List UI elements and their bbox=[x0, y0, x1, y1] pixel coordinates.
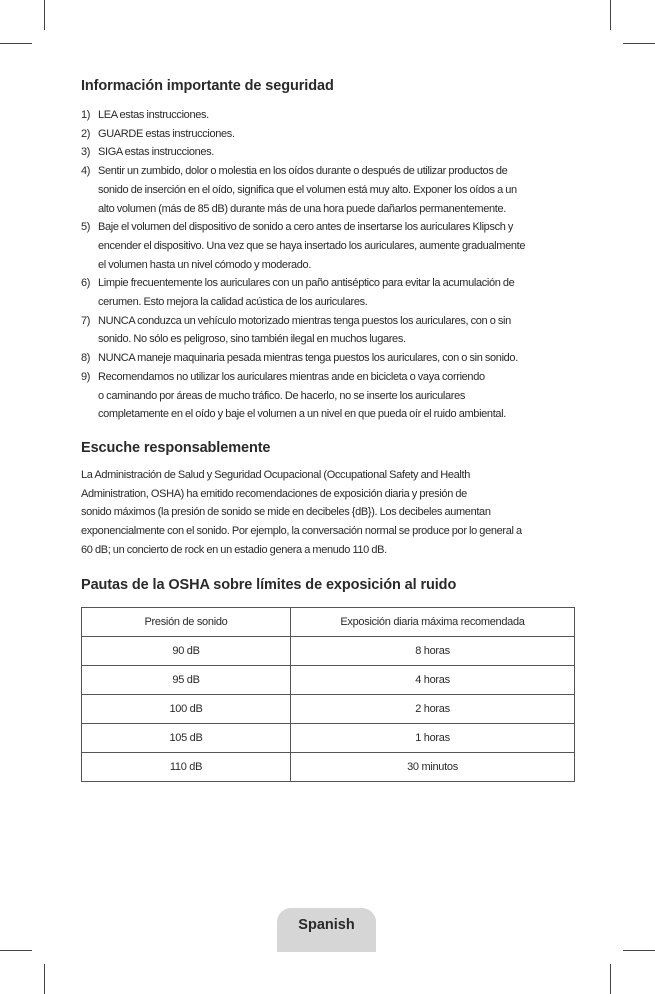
pressure-cell: 95 dB bbox=[82, 666, 291, 695]
exposure-cell: 8 horas bbox=[291, 637, 575, 666]
list-item bbox=[81, 349, 575, 368]
item-number: 9) bbox=[81, 370, 91, 383]
item-line: NUNCA conduzca un vehículo motorizado mientras tenga puestos los auriculares, con o sin bbox=[98, 314, 511, 327]
item-number: 4) bbox=[81, 165, 91, 178]
list-item bbox=[81, 143, 575, 162]
item-line: el volumen hasta un nivel cómodo y moderado. bbox=[98, 258, 312, 271]
listen-title: Escuche responsablemente bbox=[81, 439, 271, 456]
item-line: sonido. No sólo es peligroso, sino también ilegal en muchos lugares. bbox=[98, 333, 406, 346]
table-row bbox=[82, 666, 575, 695]
item-line: NUNCA maneje maquinaria pesada mientras tenga puestos los auriculares, con o sin sonido. bbox=[98, 352, 518, 365]
table-row bbox=[82, 637, 575, 666]
paragraph-line: sonido máximos (la presión de sonido se mide en decibeles {dB}). Los decibeles aumentan bbox=[81, 506, 491, 519]
list-item bbox=[81, 312, 575, 349]
exposure-cell: 2 horas bbox=[291, 695, 575, 724]
item-line: alto volumen (más de 85 dB) durante más de una hora puede dañarlos permanentemente. bbox=[98, 202, 506, 215]
item-line: GUARDE estas instrucciones. bbox=[98, 127, 235, 140]
paragraph-line: exponencialmente con el sonido. Por ejemplo, la conversación normal se produce por lo general a bbox=[81, 525, 522, 538]
paragraph-line: 60 dB; un concierto de rock en un estadio genera a menudo 110 dB. bbox=[81, 543, 387, 556]
crop-mark bbox=[44, 964, 45, 994]
item-number: 3) bbox=[81, 146, 91, 159]
language-tab: Spanish bbox=[277, 908, 376, 952]
crop-mark bbox=[610, 964, 611, 994]
item-line: cerumen. Esto mejora la calidad acústica de los auriculares. bbox=[98, 296, 368, 309]
list-item bbox=[81, 274, 575, 311]
safety-list bbox=[81, 106, 575, 424]
item-line: Sentir un zumbido, dolor o molestia en los oídos durante o después de utilizar productos de bbox=[98, 165, 508, 178]
paragraph-line: Administration, OSHA) ha emitido recomendaciones de exposición diaria y presión de bbox=[81, 487, 467, 500]
crop-mark bbox=[610, 0, 611, 30]
crop-mark bbox=[623, 950, 655, 951]
item-line: sonido de inserción en el oído, significa que el volumen está muy alto. Exponer los oídos a un bbox=[98, 183, 517, 196]
table-row bbox=[82, 724, 575, 753]
item-line: Limpie frecuentemente los auriculares con un paño antiséptico para evitar la acumulación de bbox=[98, 277, 515, 290]
column-header: Exposición diaria máxima recomendada bbox=[291, 608, 575, 637]
item-line: completamente en el oído y baje el volumen a un nivel en que pueda oír el ruido ambiental. bbox=[98, 408, 506, 421]
table-row bbox=[82, 753, 575, 782]
osha-table bbox=[81, 607, 575, 782]
list-item bbox=[81, 125, 575, 144]
crop-mark bbox=[623, 43, 655, 44]
osha-title: Pautas de la OSHA sobre límites de exposición al ruido bbox=[81, 577, 457, 594]
pressure-cell: 105 dB bbox=[82, 724, 291, 753]
item-line: Recomendamos no utilizar los auriculares mientras ande en bicicleta o vaya corriendo bbox=[98, 370, 485, 383]
paragraph-line: La Administración de Salud y Seguridad Ocupacional (Occupational Safety and Health bbox=[81, 468, 471, 481]
crop-mark bbox=[0, 43, 32, 44]
exposure-cell: 30 minutos bbox=[291, 753, 575, 782]
listen-paragraph bbox=[81, 466, 575, 560]
table-header-row bbox=[82, 608, 575, 637]
item-line: o caminando por áreas de mucho tráfico. De hacerlo, no se inserte los auriculares bbox=[98, 389, 466, 402]
list-item bbox=[81, 162, 575, 218]
item-number: 5) bbox=[81, 221, 91, 234]
list-item bbox=[81, 368, 575, 424]
item-number: 8) bbox=[81, 352, 91, 365]
item-number: 6) bbox=[81, 277, 91, 290]
crop-mark bbox=[0, 950, 32, 951]
item-line: LEA estas instrucciones. bbox=[98, 109, 209, 121]
exposure-cell: 1 horas bbox=[291, 724, 575, 753]
exposure-cell: 4 horas bbox=[291, 666, 575, 695]
item-line: SIGA estas instrucciones. bbox=[98, 146, 214, 159]
column-header: Presión de sonido bbox=[82, 608, 291, 637]
crop-mark bbox=[44, 0, 45, 30]
table-row bbox=[82, 695, 575, 724]
item-number: 7) bbox=[81, 314, 91, 327]
item-line: Baje el volumen del dispositivo de sonido a cero antes de insertarse los auriculares Klipsch y bbox=[98, 221, 514, 234]
item-line: encender el dispositivo. Una vez que se haya insertado los auriculares, aumente gradualmente bbox=[98, 239, 526, 252]
item-number: 2) bbox=[81, 127, 91, 140]
pressure-cell: 100 dB bbox=[82, 695, 291, 724]
list-item bbox=[81, 106, 575, 125]
pressure-cell: 110 dB bbox=[82, 753, 291, 782]
page-content bbox=[81, 78, 575, 782]
pressure-cell: 90 dB bbox=[82, 637, 291, 666]
safety-title: Información importante de seguridad bbox=[81, 78, 334, 94]
item-number: 1) bbox=[81, 109, 91, 121]
list-item bbox=[81, 218, 575, 274]
